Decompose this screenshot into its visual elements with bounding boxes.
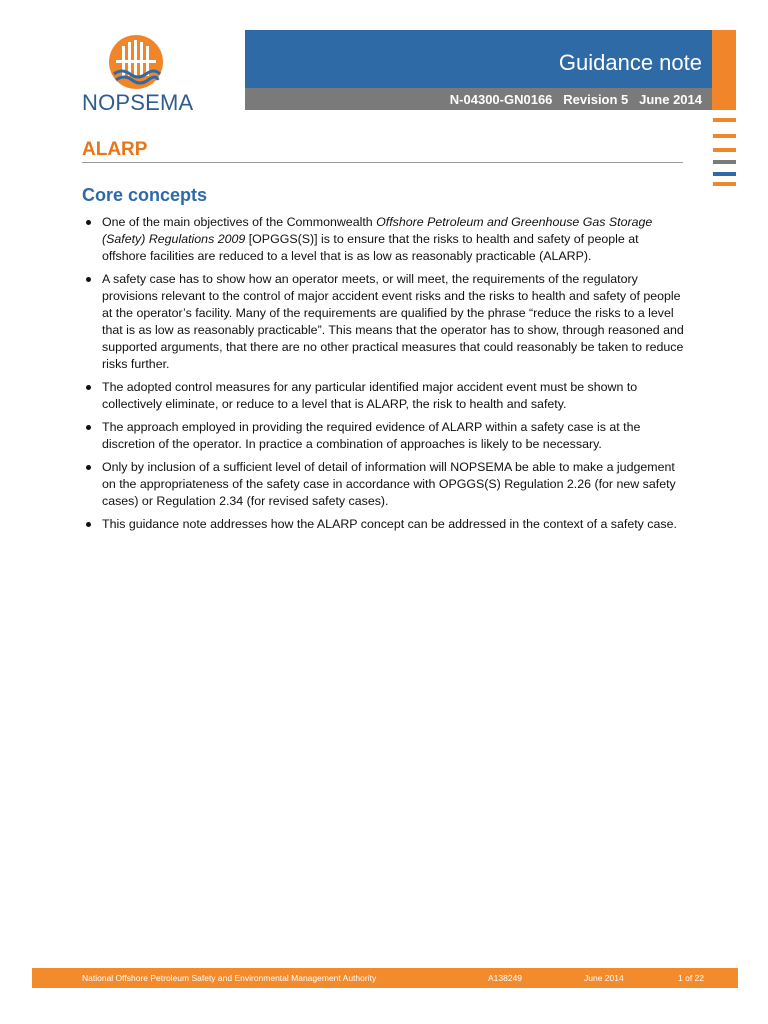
logo-wordmark: NOPSEMA (82, 90, 194, 115)
bullet-text: This guidance note addresses how the ALARP concept can be addressed in the context of a safety case. (102, 517, 677, 531)
bullet-icon (86, 277, 91, 282)
footer-authority: National Offshore Petroleum Safety and Environmental Management Authority (82, 973, 377, 983)
decorative-stripe (713, 134, 736, 138)
page-footer (32, 968, 738, 988)
decorative-stripe (713, 182, 736, 186)
section-heading: Core concepts (82, 185, 208, 205)
decorative-stripe (713, 172, 736, 176)
revision: Revision 5 (563, 92, 629, 107)
header-accent-bar (712, 30, 736, 110)
bullet-text: The adopted control measures for any particular identified major accident event must be shown to collectively eliminate, or reduce to a level that is ALARP, the risk to health and safety. (102, 380, 638, 411)
bullet-icon (86, 522, 91, 527)
issue-date: June 2014 (639, 92, 702, 107)
footer-reference: A138249 (488, 973, 523, 983)
decorative-stripe (713, 148, 736, 152)
list-item (82, 379, 686, 413)
bullet-icon (86, 385, 91, 390)
bullet-text-prefix: One of the main objectives of the Commonwealth (102, 215, 377, 229)
title-divider (82, 162, 683, 163)
decorative-stripe (713, 118, 736, 122)
bullet-text-suffix: [OPGGS(S)] is to ensure that the risks to health and safety of people at offshore facilities are reduced to a level that is as low as reasonably practicable (ALARP). (102, 232, 639, 263)
list-item (82, 419, 686, 453)
nopsema-logo (82, 34, 202, 120)
bullet-icon (86, 425, 91, 430)
bullet-text: A safety case has to show how an operator meets, or will meet, the requirements of the regulatory provisions relevant to the control of major accident event risks and the risks to health and safety of people at the operator’s facility. Many of the requirements are qualified by the phrase “reduce the risks to a level that is as low as reasonably practicable”. This means that the operator has to show, through reasoned and supported arguments, that there are no other practical measures that could reasonably be taken to reduce risks further. (102, 272, 684, 371)
doc-number: N-04300-GN0166 (449, 92, 553, 107)
regulation-title: Offshore Petroleum and Greenhouse Gas Storage (Safety) Regulations 2009 (102, 215, 653, 246)
bullet-icon (86, 465, 91, 470)
footer-date: June 2014 (584, 973, 624, 983)
list-item (82, 459, 686, 510)
document-title: ALARP (82, 139, 148, 160)
footer-page-number: 1 of 22 (678, 973, 704, 983)
list-item (82, 214, 686, 265)
list-item (82, 516, 686, 533)
subheader-band (245, 88, 712, 110)
bullet-text: The approach employed in providing the required evidence of ALARP within a safety case is at the discretion of the operator. In practice a combination of approaches is likely to be necessary. (102, 420, 641, 451)
header-band (245, 30, 712, 88)
document-reference (450, 92, 702, 107)
bullet-text: Only by inclusion of a sufficient level of detail of information will NOPSEMA be able to make a judgement on the appropriateness of the safety case in accordance with OPGGS(S) Regulation 2.26 (for new safety cases) or Regulation 2.34 (for revised safety cases). (102, 460, 676, 508)
bullet-icon (86, 220, 91, 225)
core-concepts-list (82, 214, 686, 539)
decorative-stripe (713, 160, 736, 164)
header-title: Guidance note (558, 50, 702, 75)
list-item (82, 271, 686, 373)
logo-emblem-icon (108, 34, 164, 90)
